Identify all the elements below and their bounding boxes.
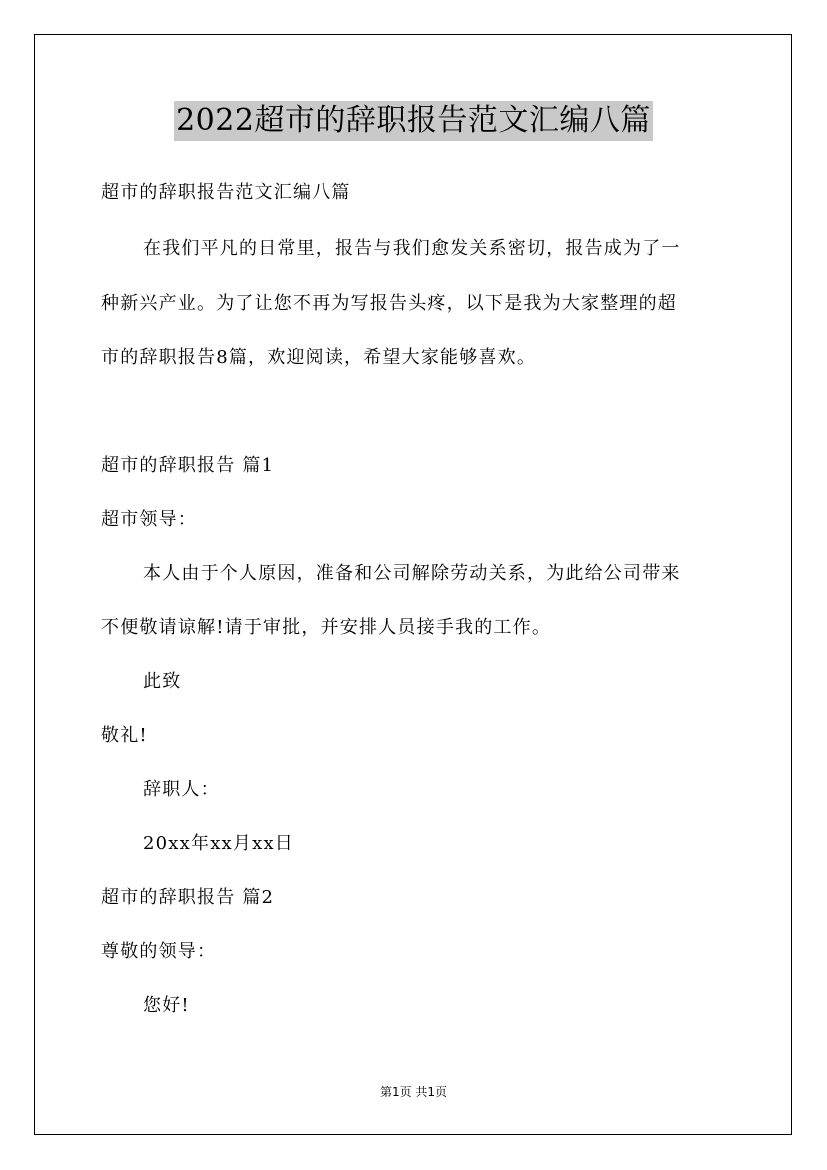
section1-signer: 辞职人： [143,779,220,800]
intro-line-2: 种新兴产业。为了让您不再为写报告头疼，以下是我为大家整理的超 [101,293,677,314]
section1-closing-1: 此致 [143,671,182,692]
section1-heading: 超市的辞职报告 篇1 [101,455,275,476]
document-title: 2022超市的辞职报告范文汇编八篇 [174,101,653,141]
section2-salutation: 尊敬的领导： [101,941,217,962]
page-footer: 第1页 共1页 [379,1085,448,1099]
title-container [0,101,827,141]
intro-line-1: 在我们平凡的日常里，报告与我们愈发关系密切，报告成为了一 [143,238,681,259]
section2-heading: 超市的辞职报告 篇2 [101,887,275,908]
section1-closing-2: 敬礼! [101,725,148,746]
section1-salutation: 超市领导： [101,509,197,530]
section1-body-line-1: 本人由于个人原因，准备和公司解除劳动关系，为此给公司带来 [143,563,681,584]
intro-line-3: 市的辞职报告8篇，欢迎阅读，希望大家能够喜欢。 [101,347,537,368]
document-subtitle: 超市的辞职报告范文汇编八篇 [101,182,351,203]
section1-body-line-2: 不便敬请谅解!请于审批，并安排人员接手我的工作。 [101,617,552,638]
section2-greeting: 您好! [143,995,190,1016]
section1-date: 20xx年xx月xx日 [143,833,295,854]
